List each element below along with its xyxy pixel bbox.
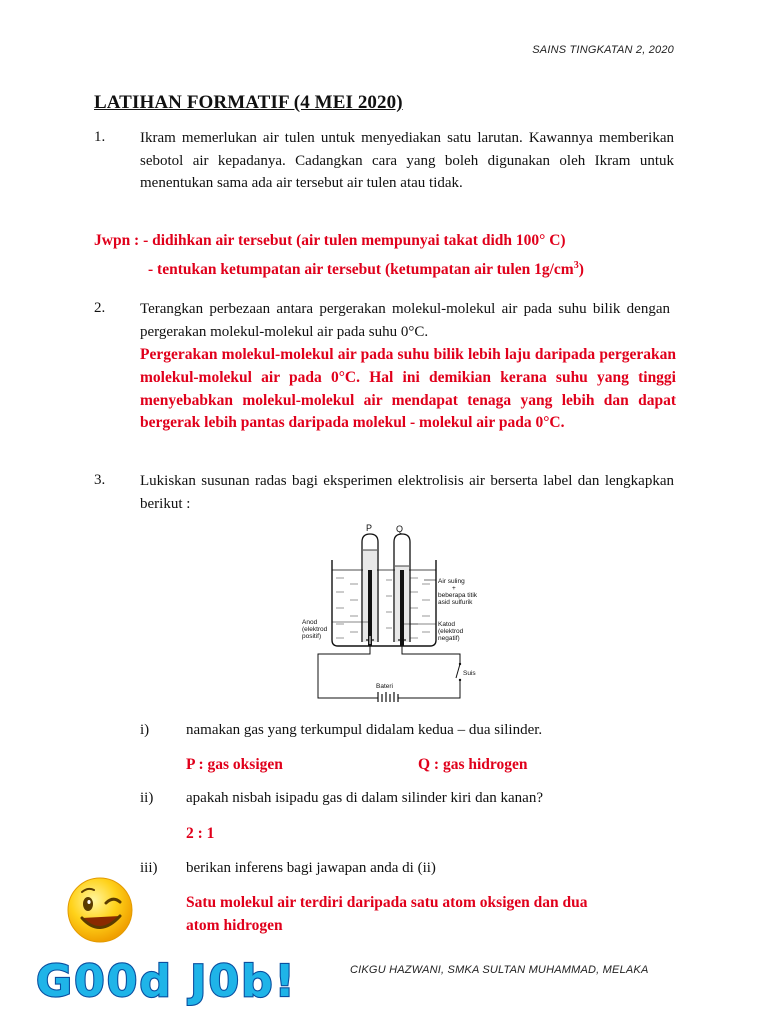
question-1-answer-line-2: - tentukan ketumpatan air tersebut (ketumpatan air tulen $1g/cm^3$) — [148, 260, 584, 279]
diagram-label-plus: + — [452, 585, 456, 592]
diagram-label-suis: Suis — [463, 670, 476, 677]
diagram-label-anod: Anod — [302, 619, 318, 626]
diagram-label-anod-3: positif) — [302, 633, 322, 640]
part-iii-text: berikan inferens bagi jawapan anda di (ii) — [186, 860, 436, 876]
part-ii-text: apakah nisbah isipadu gas di dalam silinder kiri dan kanan? — [186, 790, 543, 806]
part-i-text: namakan gas yang terkumpul didalam kedua – dua silinder. — [186, 722, 543, 738]
question-2-answer: Pergerakan molekul-molekul air pada suhu bilik lebih laju daripada pergerakan molekul-molekul air pada 0°C. Hal ini demikian kerana suhu yang tinggi menyebabkan molekul-molekul air mendapat tenaga yang lebih dan dapat bergerak lebih pantas daripada molekul - molekul air pada 0°C. — [140, 346, 676, 432]
answer-iii-line-1: Satu molekul air terdiri daripada satu atom oksigen dan dua — [186, 894, 588, 911]
part-ii-label: ii) — [140, 790, 154, 806]
page-footer: CIKGU HAZWANI, SMKA SULTAN MUHAMMAD, MELAKA — [350, 964, 649, 976]
diagram-label-beberapa: beberapa titik — [438, 592, 478, 599]
diagram-label-katod: Katod — [438, 621, 455, 628]
answer-i-q: Q : gas hidrogen — [418, 756, 528, 773]
diagram-label-bateri: Bateri — [376, 683, 393, 690]
page-header: SAINS TINGKATAN 2, 2020 — [532, 44, 674, 56]
answer-i-p: P : gas oksigen — [186, 756, 283, 773]
question-3-number: 3. — [94, 472, 106, 488]
diagram-label-katod-3: negatif) — [438, 635, 460, 642]
diagram-label-asid: asid sulfurik — [438, 599, 473, 606]
question-1-text: Ikram memerlukan air tulen untuk menyediakan satu larutan. Kawannya memberikan sebotol air kepadanya. Cadangkan cara yang boleh digunakan oleh Ikram untuk menentukan sama ada air tersebut air tulen atau tidak. — [140, 130, 674, 191]
answer-ii: 2 : 1 — [186, 825, 215, 842]
winking-smiley-icon — [62, 874, 140, 946]
good-job-text: G00d J0b! — [36, 956, 297, 1006]
diagram-label-katod-2: (elektrod — [438, 628, 464, 635]
diagram-label-q: Q — [396, 524, 404, 534]
part-iii-label: iii) — [140, 860, 158, 876]
electrolysis-diagram — [292, 518, 492, 702]
diagram-label-air-suling: Air suling — [438, 578, 465, 585]
diagram-label-p: P — [366, 523, 373, 533]
question-3-text: Lukiskan susunan radas bagi eksperimen elektrolisis air berserta label dan lengkapkan berikut : — [140, 473, 674, 512]
good-job-sticker — [32, 946, 328, 1006]
question-2-number: 2. — [94, 300, 106, 316]
diagram-label-anod-2: (elektrod — [302, 626, 328, 633]
page-title: LATIHAN FORMATIF (4 MEI 2020) — [94, 92, 403, 113]
part-i-label: i) — [140, 722, 150, 738]
question-2-text: Terangkan perbezaan antara pergerakan molekul-molekul air pada suhu bilik dengan pergerakan molekul-molekul air pada suhu 0°C. — [140, 301, 670, 340]
question-1-answer-line-1: Jwpn : - didihkan air tersebut (air tulen mempunyai takat didh 100° C) — [94, 232, 566, 249]
answer-iii-line-2: atom hidrogen — [186, 917, 283, 934]
question-1-number: 1. — [94, 129, 106, 145]
